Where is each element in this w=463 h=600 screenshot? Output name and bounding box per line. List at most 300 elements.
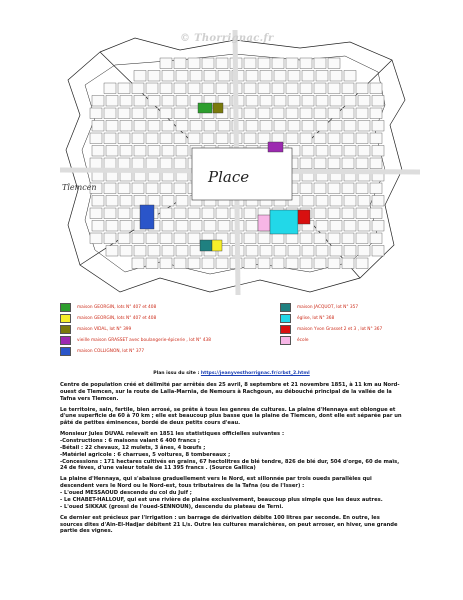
map-lot-block [148,146,160,157]
lot-eglise [270,210,298,234]
map-lot-block [288,96,300,107]
map-lot-block [314,83,326,94]
map-lot-block [258,83,270,94]
text-line: Monsieur Jules DUVAL relevait en 1851 les statistiques officielles suivantes : [60,431,285,438]
map-lot-block [202,258,214,269]
map-lot-block [92,196,104,207]
map-lot-block [358,121,370,132]
tlemcen-road-label: Tlemcen [62,183,97,192]
map-lot-block [160,158,172,169]
map-lot-block [358,96,370,107]
legend-swatch [60,347,71,356]
paragraph [60,515,405,535]
map-lot-block [258,233,270,244]
map-lot-block [288,71,300,82]
map-lot-block [204,71,216,82]
map-lot-block [316,71,328,82]
legend-label: maison GEORGIN, lots N° 407 et 408 [77,315,157,321]
map-lot-block [356,258,368,269]
legend-label: maison VIDAL, lot N° 399 [77,326,132,332]
map-lot-block [302,96,314,107]
map-lot-block [146,233,158,244]
map-lot-block [258,108,270,119]
watermark-text: © Thorrignac.fr [180,33,274,44]
map-lot-block [120,146,132,157]
map-lot-block [118,183,130,194]
map-lot-block [134,196,146,207]
map-lot-block [300,183,312,194]
legend-item [60,314,156,322]
map-lot-block [244,208,256,219]
map-lot-block [188,83,200,94]
map-lot-block [104,83,116,94]
map-lot-block [120,121,132,132]
map-lot-block [132,133,144,144]
map-lot-block [356,83,368,94]
map-lot-block [316,196,328,207]
legend-label: maison GEORGIN, lots N° 407 et 408 [77,304,157,310]
text-line: -Constructions : 6 maisons valant 6 400 francs ; [60,438,200,445]
map-lot-block [358,146,370,157]
text-line: pâté de petites éminences, bordé de deux petits cours d'eau. [60,420,241,427]
map-lot-block [134,121,146,132]
map-lot-block [356,208,368,219]
map-lot-block [372,121,384,132]
map-lot-block [174,233,186,244]
map-lot-block [314,208,326,219]
lot-georgin-green [198,103,212,113]
map-lot-block [260,71,272,82]
map-lot-block [120,96,132,107]
map-lot-block [372,221,384,232]
map-lot-block [272,58,284,69]
map-lot-block [314,183,326,194]
map-lot-block [218,71,230,82]
legend-item [280,303,358,311]
map-lot-block [358,221,370,232]
map-lot-block [104,108,116,119]
map-lot-block [246,221,258,232]
map-lot-block [244,233,256,244]
map-lot-block [314,108,326,119]
map-lot-block [148,246,160,257]
lot-ecole [258,215,270,231]
map-lot-block [216,258,228,269]
map-lot-block [146,83,158,94]
map-lot-block [104,208,116,219]
map-lot-block [302,71,314,82]
text-line: - Le CHABET-HALLOUF, qui est une rivière de plaine exclusivement, beaucoup plus simple que les deux autres. [60,496,383,503]
map-lot-block [120,196,132,207]
map-lot-block [330,71,342,82]
map-lot-block [314,158,326,169]
legend-item [60,336,211,344]
map-lot-block [300,108,312,119]
map-lot-block [328,233,340,244]
map-lot-block [274,246,286,257]
map-lot-block [120,246,132,257]
paragraph [60,382,405,402]
map-lot-block [174,133,186,144]
map-lot-block [190,221,202,232]
article-body [60,382,405,539]
map-lot-block [300,58,312,69]
legend-swatch [280,325,291,334]
map-lot-block [246,96,258,107]
map-lot-block [202,83,214,94]
legend-item [60,325,131,333]
map-lot-block [118,233,130,244]
lot-georgin-yellow [212,240,222,251]
legend-label: maison JACQUOT, lot N° 357 [297,304,359,310]
map-lot-block [188,58,200,69]
map-lot-block [244,133,256,144]
map-lot-block [302,246,314,257]
map-lot-block [316,246,328,257]
map-lot-block [132,83,144,94]
map-lot-block [314,258,326,269]
text-line: - L'oued SIKKAK (grossi de l'oued-SENNOUN), descendu du plateau de Terni. [60,503,284,510]
map-lot-block [370,183,382,194]
map-lot-block [330,246,342,257]
map-lot-block [342,258,354,269]
map-lot-block [202,208,214,219]
map-lot-block [132,108,144,119]
map-lot-block [162,196,174,207]
lot-grasset-old [268,142,283,152]
lot-collignon [140,205,154,229]
map-lot-block [246,121,258,132]
map-lot-block [260,121,272,132]
text-line: 24 de fèves, d'une valeur totale de 11 395 francs . (Source Gallica) [60,465,256,472]
map-lot-block [342,133,354,144]
map-lot-block [286,58,298,69]
map-lot-block [344,146,356,157]
map-lot-block [370,208,382,219]
map-lot-block [162,71,174,82]
map-lot-block [344,71,356,82]
map-lot-block [216,208,228,219]
map-lot-block [162,246,174,257]
map-lot-block [176,96,188,107]
map-lot-block [246,71,258,82]
legend-item [60,347,144,355]
map-lot-block [134,71,146,82]
map-lot-block [356,133,368,144]
map-lot-block [146,183,158,194]
map-lot-block [146,158,158,169]
map-lot-block [372,246,384,257]
map-lot-block [300,83,312,94]
map-lot-block [148,71,160,82]
map-lot-block [302,121,314,132]
map-lot-block [218,221,230,232]
map-lot-block [328,158,340,169]
map-lot-block [300,133,312,144]
source-link[interactable]: https://jeanyvesthorrignac.fr/crbst_2.html [200,371,310,376]
map-lot-block [356,158,368,169]
town-plan-map [60,30,420,295]
paragraph [60,431,405,472]
map-lot-block [160,58,172,69]
text-line: sources dites d'Ain-El-Hadjar débitent 21 L/s. Outre les cultures maraîchères, on peut arroser, en hiver, une grande [60,521,398,528]
text-line: Tafna vers Tlemcen. [60,395,119,402]
map-lot-block [328,133,340,144]
map-lot-block [118,108,130,119]
map-lot-block [370,233,382,244]
map-lot-block [90,133,102,144]
map-lot-block [190,71,202,82]
map-lot-block [204,121,216,132]
text-line: -Matériel agricole : 6 charrues, 5 voitures, 8 tombereaux ; [60,451,231,458]
map-lot-block [370,158,382,169]
legend-swatch [60,325,71,334]
map-lot-block [342,208,354,219]
map-lot-block [286,133,298,144]
map-lot-block [314,133,326,144]
map-lot-block [258,58,270,69]
legend-swatch [60,314,71,323]
map-lot-block [118,208,130,219]
lot-jacquot [200,240,212,251]
map-lot-block [160,258,172,269]
map-lot-block [132,258,144,269]
map-lot-block [216,83,228,94]
map-lot-block [244,83,256,94]
map-lot-block [132,233,144,244]
map-lot-block [92,221,104,232]
text-line: Centre de population créé et délimité par arrêtés des 25 avril, 8 septembre et 21 novembre 1851, à 11 km au Nord- [60,382,400,388]
map-lot-block [370,133,382,144]
map-lot-block [120,221,132,232]
text-line: ouest de Tlemcen, sur la route de Lalla-Marnia, de Nemours à Rachgoun, au débouché principal de la vallée de la [60,388,392,395]
map-lot-block [146,133,158,144]
caption-prefix: Plan issu du site : [153,371,201,376]
legend-swatch [60,303,71,312]
paragraph [60,407,405,427]
map-lot-block [244,258,256,269]
map-lot-block [260,96,272,107]
text-line: Le territoire, sain, fertile, bien arrosé, se prête à tous les genres de cultures. La plaine d'Hennaya est oblongue et [60,406,396,413]
legend-item [280,314,334,322]
map-lot-block [104,233,116,244]
map-lot-block [204,221,216,232]
map-lot-block [272,233,284,244]
map-lot-block [146,258,158,269]
map-lot-block [132,183,144,194]
map-lot-block [188,133,200,144]
map-lot-block [188,233,200,244]
map-lot-block [286,83,298,94]
map-lot-block [356,183,368,194]
map-lot-block [92,121,104,132]
text-line: d'une superficie de 60 à 70 km ; elle est beaucoup plus basse que la plaine de Tlemcen, dont elle est séparée par un [60,413,402,420]
map-lot-block [162,146,174,157]
map-lot-block [90,233,102,244]
map-lot-block [174,258,186,269]
map-lot-block [246,246,258,257]
map-lot-block [134,146,146,157]
map-lot-block [356,233,368,244]
map-lot-block [274,121,286,132]
map-lot-block [118,133,130,144]
legend-swatch [280,336,291,345]
map-lot-block [176,71,188,82]
map-lot-block [104,183,116,194]
text-line: -Bétail : 22 chevaux, 12 mulets, 3 ânes, 4 bœufs ; [60,444,206,451]
map-lot-block [162,121,174,132]
map-lot-block [216,133,228,144]
map-lot-block [328,183,340,194]
map-lot-block [148,121,160,132]
map-lot-block [342,158,354,169]
map-lot-block [118,158,130,169]
map-lot-block [118,83,130,94]
text-line: La plaine d'Hennaya, qui s'abaisse graduellement vers le Nord, est sillonnée par trois oueds parallèles qui [60,476,372,483]
legend-label: école [297,337,309,343]
map-lot-block [272,258,284,269]
legend-item [280,336,308,344]
map-lot-block [202,58,214,69]
map-lot-block [302,146,314,157]
map-lot-block [176,221,188,232]
map-lot-block [372,96,384,107]
map-lot-block [174,183,186,194]
map-lot-block [330,96,342,107]
map-lot-block [174,108,186,119]
map-lot-block [176,121,188,132]
map-lot-block [356,108,368,119]
map-lot-block [244,108,256,119]
legend-item [60,303,156,311]
map-lot-block [174,58,186,69]
map-lot-block [344,221,356,232]
text-line: - L'oued MESSAOUD descendu du col du Juif ; [60,490,192,497]
map-lot-block [160,133,172,144]
map-lot-block [300,158,312,169]
map-lot-block [160,83,172,94]
map-lot-block [358,196,370,207]
map-lot-block [132,158,144,169]
lot-grasset-yvon [298,210,310,224]
map-lot-block [328,83,340,94]
map-lot-block [344,246,356,257]
map-legend [60,303,390,363]
paragraph [60,476,405,510]
map-lot-block [174,83,186,94]
map-lot-block [104,158,116,169]
map-lot-block [162,221,174,232]
legend-swatch [60,336,71,345]
map-lot-block [330,196,342,207]
legend-label: maison Yvon Grasset 2 et 3 , lot N° 367 [297,326,383,332]
map-lot-block [372,196,384,207]
map-lot-block [288,121,300,132]
map-lot-block [160,108,172,119]
map-lot-block [106,196,118,207]
legend-item [280,325,382,333]
map-lot-block [286,233,298,244]
map-lot-block [344,121,356,132]
map-lot-block [330,146,342,157]
text-line: partie des vignes. [60,528,113,535]
map-lot-block [286,108,298,119]
map-lot-block [316,121,328,132]
map-lot-block [176,246,188,257]
text-line: -Concessions : 171 hectares cultivés en grains, 67 hectolitres de blé tendre, 826 de blé dur, 504 d'orge, 60 de maïs, [60,458,400,465]
legend-swatch [280,303,291,312]
map-lot-block [188,208,200,219]
map-lot-block [300,258,312,269]
map-lot-block [342,83,354,94]
source-caption [0,371,463,376]
map-lot-block [190,121,202,132]
map-lot-block [272,108,284,119]
map-lot-block [160,183,172,194]
map-lot-block [134,96,146,107]
map-lot-block [314,58,326,69]
map-lot-block [316,146,328,157]
map-lot-block [344,196,356,207]
map-lot-block [344,96,356,107]
map-lot-block [160,233,172,244]
legend-swatch [280,314,291,323]
text-line: Ce dernier est précieux par l'irrigation : un barrage de dérivation débite 100 litres par seconde. En outre, les [60,514,380,521]
map-lot-block [106,146,118,157]
map-lot-block [174,158,186,169]
map-lot-block [106,121,118,132]
map-lot-block [146,108,158,119]
map-lot-block [330,221,342,232]
map-lot-block [260,246,272,257]
map-lot-block [162,96,174,107]
map-lot-block [106,246,118,257]
map-lot-block [148,196,160,207]
map-lot-block [106,96,118,107]
map-lot-block [302,196,314,207]
map-lot-block [106,221,118,232]
map-lot-block [370,83,382,94]
map-lot-block [328,258,340,269]
map-lot-block [176,146,188,157]
map-lot-block [90,208,102,219]
map-lot-block [372,146,384,157]
place-label: Place [208,168,250,186]
map-lot-block [286,258,298,269]
map-lot-block [90,108,102,119]
legend-label: vieille maison GRASSET avec boulangerie-épicerie , lot N° 438 [77,337,211,343]
map-lot-block [258,258,270,269]
map-lot-block [134,246,146,257]
map-lot-block [358,246,370,257]
lot-vidal [213,103,223,113]
map-lot-block [300,233,312,244]
map-lot-block [272,83,284,94]
text-line: descendent vers le Nord ou le Nord-est, tous tributaires de la Tafna (ou de l'Isser) : [60,483,305,490]
map-lot-block [90,158,102,169]
map-lot-block [92,146,104,157]
map-lot-block [314,233,326,244]
map-lot-block [342,108,354,119]
map-lot-block [274,96,286,107]
map-lot-block [342,233,354,244]
map-lot-block [288,246,300,257]
map-lot-block [160,208,172,219]
map-lot-block [176,196,188,207]
map-lot-block [218,121,230,132]
map-lot-block [330,121,342,132]
map-lot-block [216,58,228,69]
